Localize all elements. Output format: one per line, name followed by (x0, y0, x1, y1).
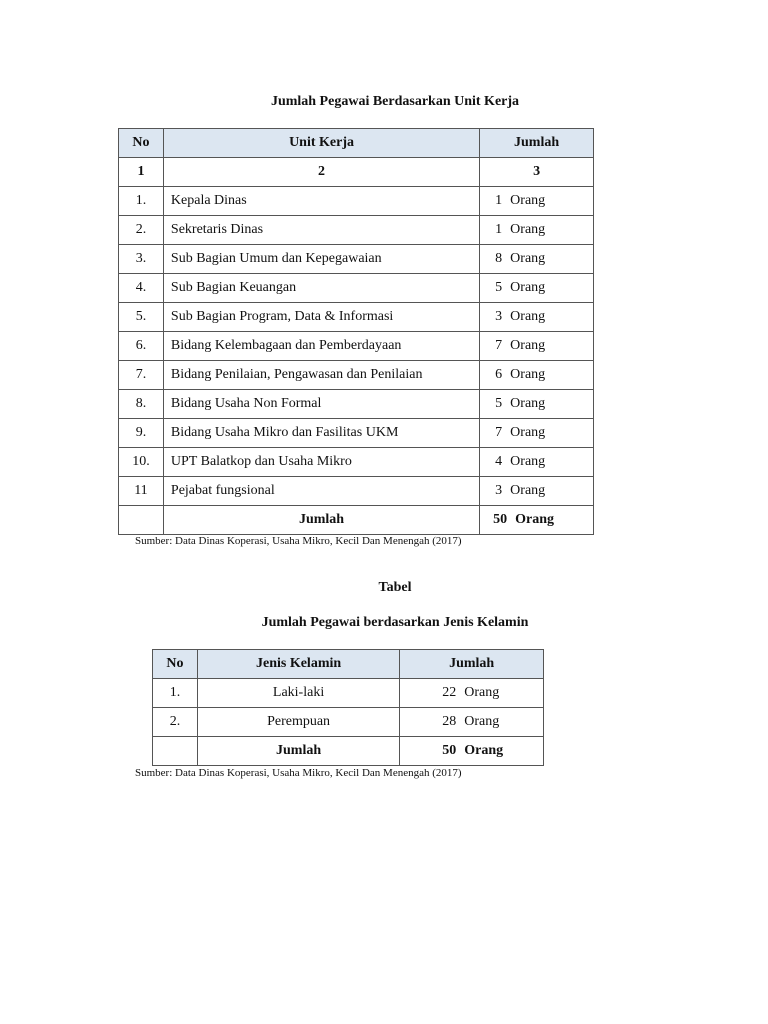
row-no: 8. (119, 390, 164, 419)
row-count (480, 216, 594, 245)
row-count (400, 708, 544, 737)
count-unit: Orang (510, 425, 546, 440)
jenis-kelamin-table (152, 649, 544, 766)
row-unit: Sub Bagian Program, Data & Informasi (163, 303, 479, 332)
count-value: 6 (495, 367, 503, 382)
table2-source: Sumber: Data Dinas Koperasi, Usaha Mikro, Kecil Dan Menengah (2017) (135, 767, 462, 779)
table-row (119, 303, 594, 332)
row-gender: Perempuan (197, 708, 399, 737)
count-unit: Orang (510, 251, 546, 266)
total-value: 50 (442, 743, 457, 758)
table-row (119, 187, 594, 216)
count-value: 5 (495, 396, 503, 411)
header-row (153, 650, 544, 679)
count-value: 3 (495, 309, 503, 324)
row-count (480, 477, 594, 506)
row-count (480, 390, 594, 419)
row-no: 3. (119, 245, 164, 274)
row-unit: Bidang Usaha Non Formal (163, 390, 479, 419)
row-no: 1. (153, 679, 198, 708)
header-no: No (153, 650, 198, 679)
count-value: 5 (495, 280, 503, 295)
count-unit: Orang (510, 483, 546, 498)
table-row (119, 390, 594, 419)
row-no: 10. (119, 448, 164, 477)
count-unit: Orang (510, 454, 546, 469)
count-unit: Orang (510, 222, 546, 237)
header-no: No (119, 129, 164, 158)
total-label: Jumlah (163, 506, 479, 535)
header-row (119, 129, 594, 158)
row-unit: UPT Balatkop dan Usaha Mikro (163, 448, 479, 477)
row-count (480, 187, 594, 216)
total-no-empty (153, 737, 198, 766)
table1-source: Sumber: Data Dinas Koperasi, Usaha Mikro, Kecil Dan Menengah (2017) (135, 535, 462, 547)
table-row (119, 274, 594, 303)
header-jumlah: Jumlah (480, 129, 594, 158)
index-cell: 3 (480, 158, 594, 187)
count-value: 28 (442, 714, 457, 729)
count-unit: Orang (510, 309, 546, 324)
count-unit: Orang (464, 685, 500, 700)
row-unit: Pejabat fungsional (163, 477, 479, 506)
count-value: 8 (495, 251, 503, 266)
row-no: 5. (119, 303, 164, 332)
count-value: 1 (495, 193, 503, 208)
header-unit-kerja: Unit Kerja (163, 129, 479, 158)
row-no: 11 (119, 477, 164, 506)
count-unit: Orang (510, 396, 546, 411)
count-value: 22 (442, 685, 457, 700)
table2-caption: Tabel (378, 580, 412, 595)
row-no: 4. (119, 274, 164, 303)
row-unit: Sekretaris Dinas (163, 216, 479, 245)
table2-title: Jumlah Pegawai berdasarkan Jenis Kelamin (261, 615, 529, 630)
row-unit: Sub Bagian Umum dan Kepegawaian (163, 245, 479, 274)
total-unit: Orang (515, 512, 555, 527)
row-count (480, 419, 594, 448)
total-row (153, 737, 544, 766)
total-count (480, 506, 594, 535)
table-row (119, 361, 594, 390)
table-row (153, 708, 544, 737)
table-row (119, 245, 594, 274)
count-value: 7 (495, 425, 503, 440)
total-value: 50 (493, 512, 508, 527)
table-row (119, 448, 594, 477)
index-row (119, 158, 594, 187)
count-unit: Orang (464, 714, 500, 729)
total-count (400, 737, 544, 766)
header-jumlah: Jumlah (400, 650, 544, 679)
table-row (153, 679, 544, 708)
row-unit: Bidang Kelembagaan dan Pemberdayaan (163, 332, 479, 361)
count-value: 7 (495, 338, 503, 353)
unit-kerja-table (118, 128, 594, 535)
row-count (480, 274, 594, 303)
row-no: 7. (119, 361, 164, 390)
table-row (119, 332, 594, 361)
row-count (400, 679, 544, 708)
row-count (480, 303, 594, 332)
table-row (119, 216, 594, 245)
count-unit: Orang (510, 367, 546, 382)
table-row (119, 477, 594, 506)
row-no: 2. (153, 708, 198, 737)
row-unit: Sub Bagian Keuangan (163, 274, 479, 303)
index-cell: 1 (119, 158, 164, 187)
row-unit: Bidang Penilaian, Pengawasan dan Penilaian (163, 361, 479, 390)
row-count (480, 361, 594, 390)
total-unit: Orang (464, 743, 504, 758)
row-no: 1. (119, 187, 164, 216)
row-unit: Bidang Usaha Mikro dan Fasilitas UKM (163, 419, 479, 448)
header-jenis-kelamin: Jenis Kelamin (197, 650, 399, 679)
row-unit: Kepala Dinas (163, 187, 479, 216)
total-row (119, 506, 594, 535)
row-no: 6. (119, 332, 164, 361)
total-no-empty (119, 506, 164, 535)
index-cell: 2 (163, 158, 479, 187)
table1-title: Jumlah Pegawai Berdasarkan Unit Kerja (270, 94, 520, 109)
count-value: 3 (495, 483, 503, 498)
total-label: Jumlah (197, 737, 399, 766)
count-value: 4 (495, 454, 503, 469)
count-unit: Orang (510, 338, 546, 353)
row-count (480, 245, 594, 274)
table-row (119, 419, 594, 448)
count-unit: Orang (510, 280, 546, 295)
row-no: 2. (119, 216, 164, 245)
count-value: 1 (495, 222, 503, 237)
row-count (480, 332, 594, 361)
row-gender: Laki-laki (197, 679, 399, 708)
row-no: 9. (119, 419, 164, 448)
count-unit: Orang (510, 193, 546, 208)
row-count (480, 448, 594, 477)
